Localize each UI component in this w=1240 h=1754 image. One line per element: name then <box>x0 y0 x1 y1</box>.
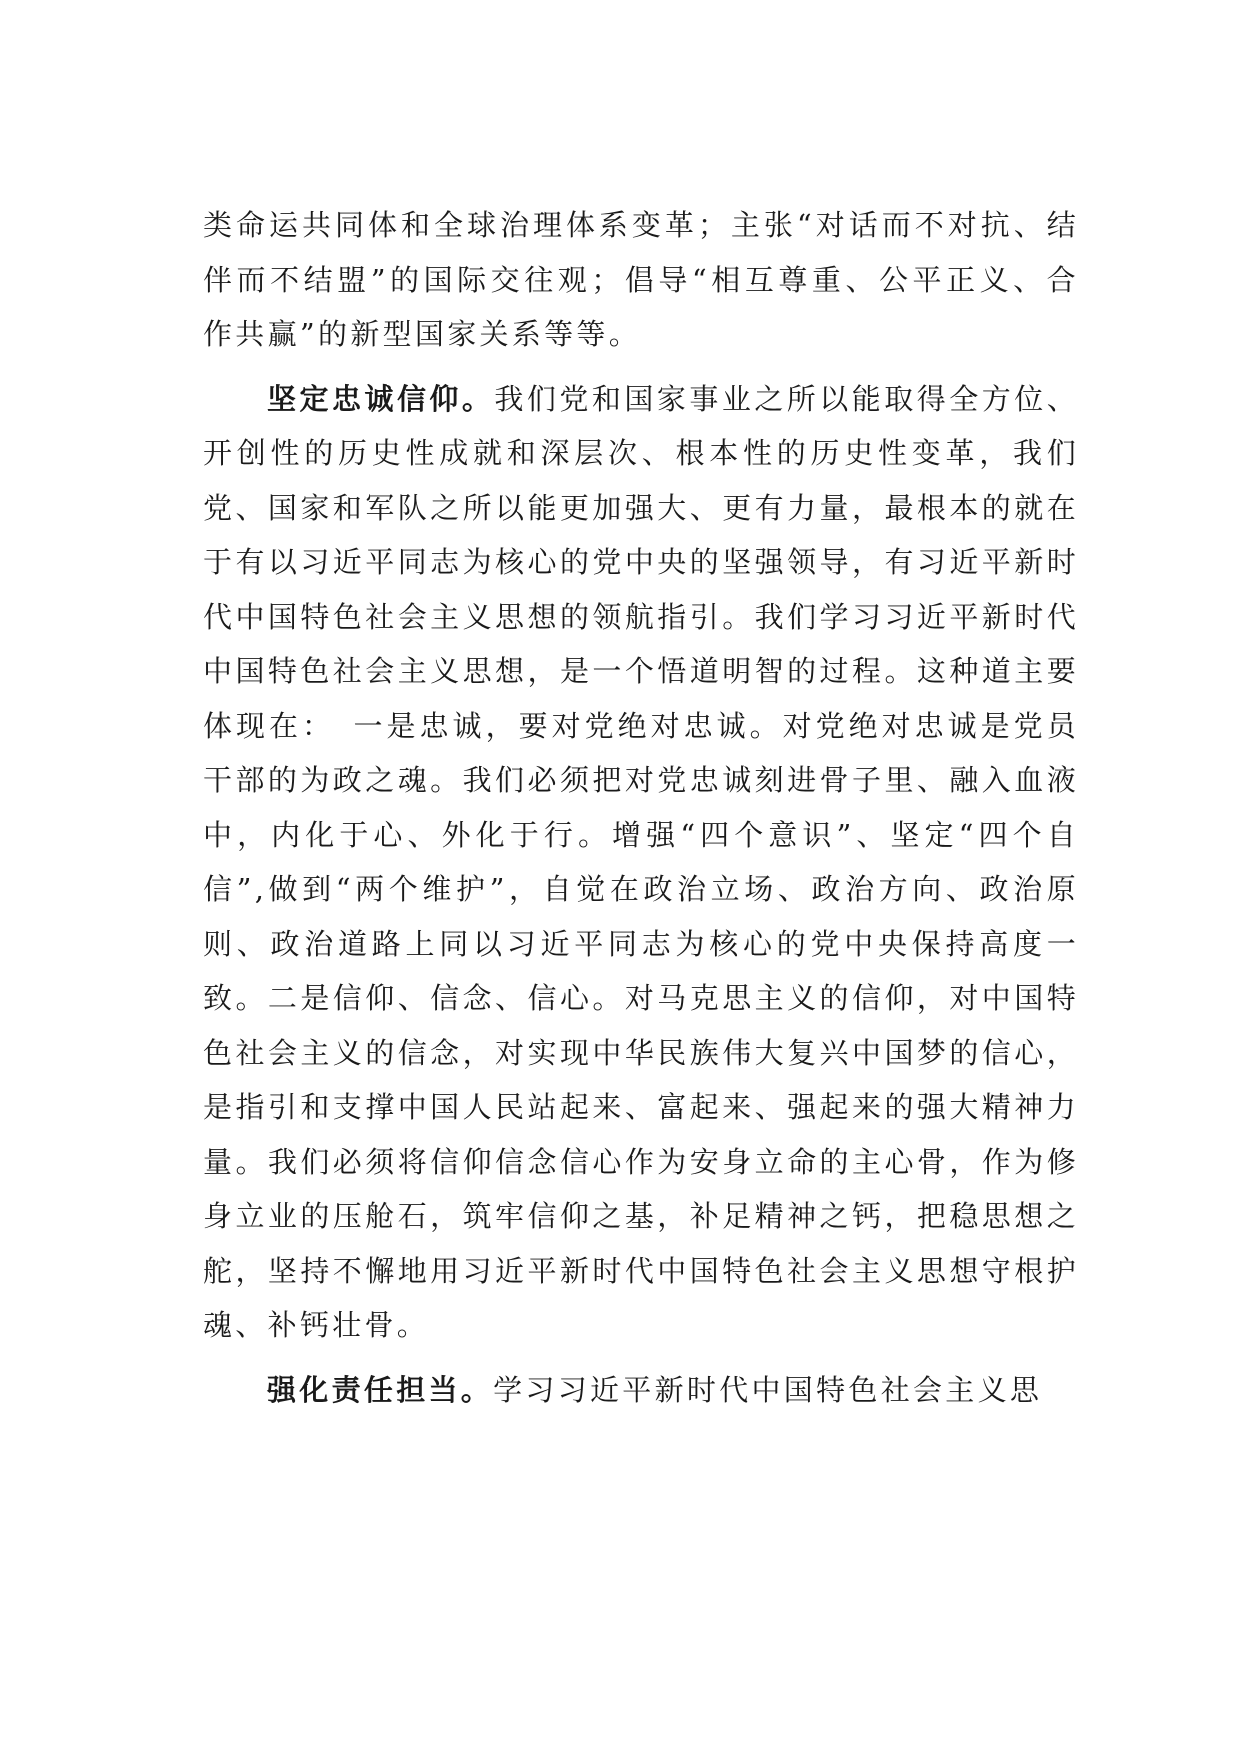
paragraph-loyalty-faith <box>203 372 1079 1353</box>
paragraph-lead: 强化责任担当。 <box>267 1372 494 1407</box>
paragraph-text: 学习习近平新时代中国特色社会主义思 <box>493 1372 1043 1407</box>
document-body <box>203 198 1079 1427</box>
paragraph-text: 我们党和国家事业之所以能取得全方位、开创性的历史性成就和深层次、根本性的历史性变革，我们党、国家和军队之所以能更加强大、更有力量，最根本的就在于有以习近平同志为核心的党中央的坚强领导，有习近平新时代中国特色社会主义思想的领航指引。我们学习习近平新时代中国特色社会主义思想，是一个悟道明智的过程。这种道主要体现在： 一是忠诚，要对党绝对忠诚。对党绝对忠诚是党员干部的为政之魂。我们必须把对党忠诚刻进骨子里、融入血液中，内化于心、外化于行。增强“四个意识”、坚定“四个自信”,做到“两个维护”，自觉在政治立场、政治方向、政治原则、政治道路上同以习近平同志为核心的党中央保持高度一致。二是信仰、信念、信心。对马克思主义的信仰，对中国特色社会主义的信念，对实现中华民族伟大复兴中国梦的信心，是指引和支撑中国人民站起来、富起来、强起来的强大精神力量。我们必须将信仰信念信心作为安身立命的主心骨，作为修身立业的压舱石，筑牢信仰之基，补足精神之钙，把稳思想之舵，坚持不懈地用习近平新时代中国特色社会主义思想守根护魂、补钙壮骨。 <box>203 381 1079 1342</box>
paragraph-text: 类命运共同体和全球治理体系变革；主张“对话而不对抗、结伴而不结盟”的国际交往观；倡导“相互尊重、公平正义、合作共赢”的新型国家关系等等。 <box>203 208 1079 351</box>
paragraph-responsibility <box>203 1363 1079 1418</box>
paragraph-lead: 坚定忠诚信仰。 <box>267 381 495 416</box>
paragraph-continuation <box>203 198 1079 362</box>
